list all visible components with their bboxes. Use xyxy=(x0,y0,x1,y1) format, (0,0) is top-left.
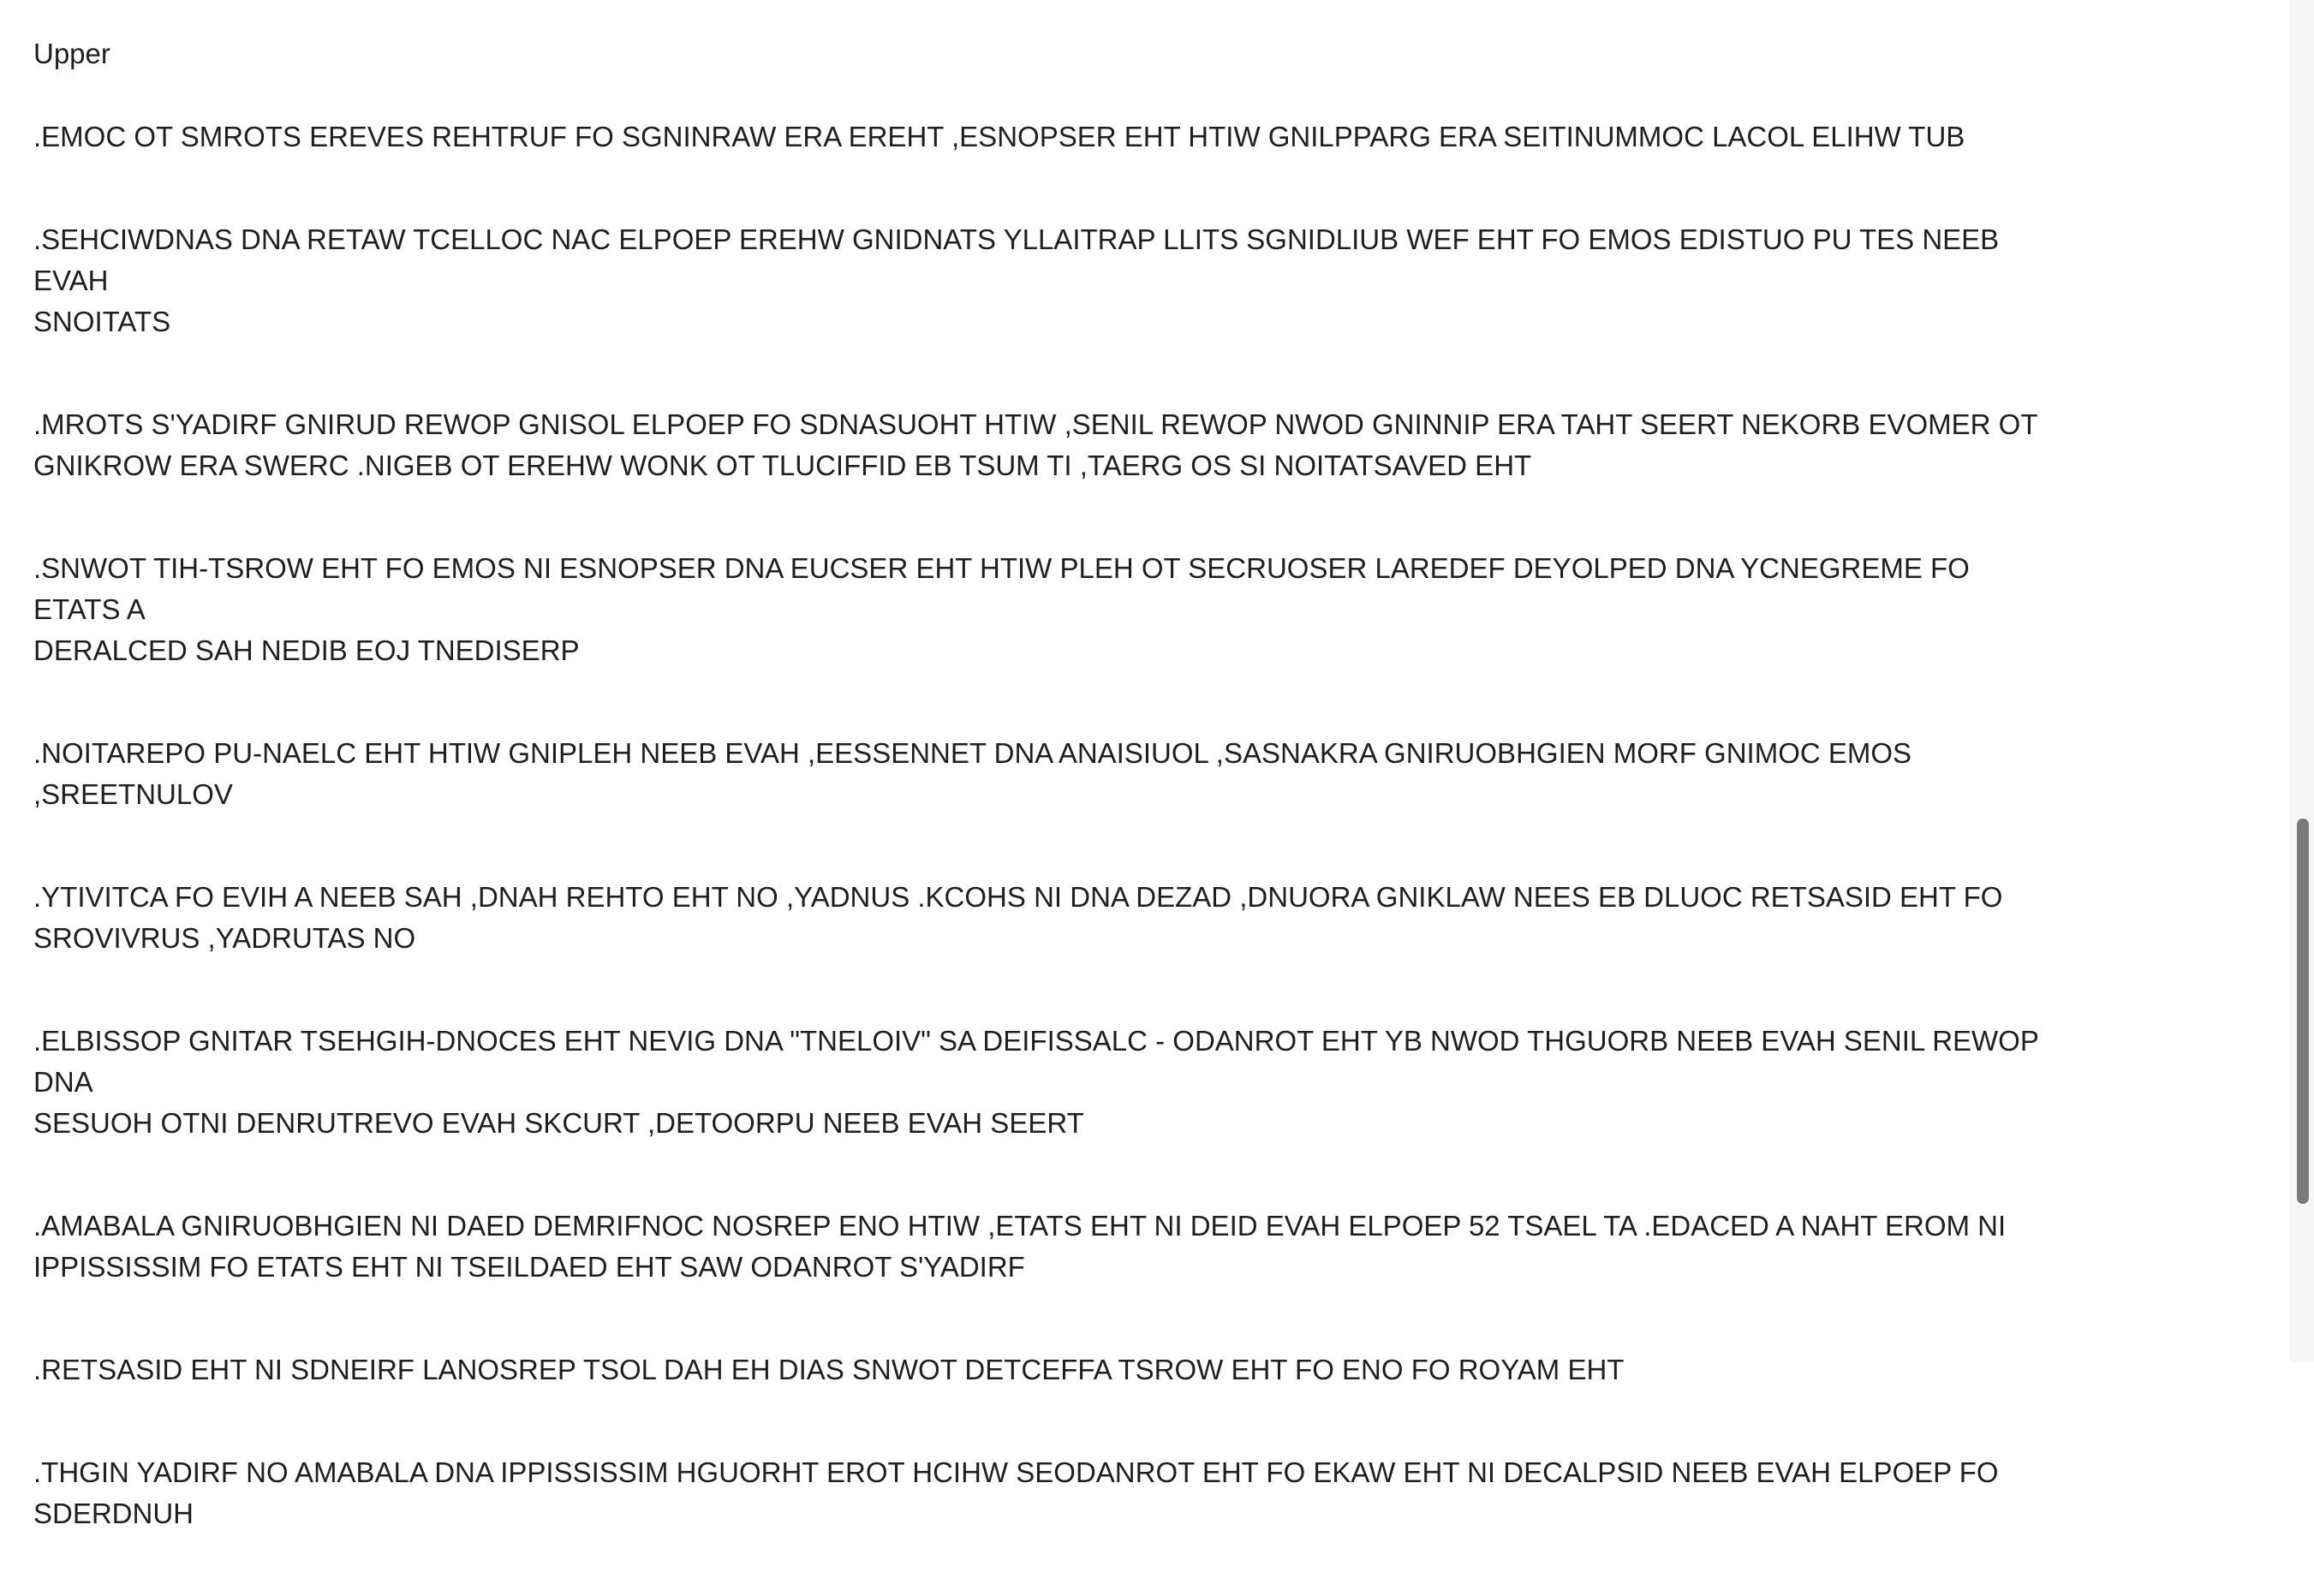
paragraph: .EMOC OT SMROTS EREVES REHTRUF FO SGNINRAW ERA EREHT ,ESNOPSER EHT HTIW GNILPPARG ERA SEITINUMMOC LACOL ELIHW TUB xyxy=(33,121,1965,152)
paragraph: .RETSASID EHT NI SDNEIRF LANOSREP TSOL DAH EH DIAS SNWOT DETCEFFA TSROW EHT FO ENO FO ROYAM EHT xyxy=(33,1354,1625,1385)
paragraph: .SNWOT TIH-TSROW EHT FO EMOS NI ESNOPSER DNA EUCSER EHT HTIW PLEH OT SECRUOSER LAREDEF DEYOLPED DNA YCNEGREME FO ETATS A DERALCED SAH NEDIB EOJ TNEDISERP xyxy=(33,552,1970,666)
scrollbar-thumb[interactable] xyxy=(2297,819,2309,1204)
paragraph: .YTIVITCA FO EVIH A NEEB SAH ,DNAH REHTO EHT NO ,YADNUS .KCOHS NI DNA DEZAD ,DNUORA GNIKLAW NEES EB DLUOC RETSASID EHT FO SROVIVRUS ,YADRUTAS NO xyxy=(33,881,2003,954)
paragraph: .NOITAREPO PU-NAELC EHT HTIW GNIPLEH NEEB EVAH ,EESSENNET DNA ANAISIUOL ,SASNAKRA GNIRUOBHGIEN MORF GNIMOC EMOS ,SREETNULOV xyxy=(33,737,1912,810)
page-heading: Upper xyxy=(33,38,110,69)
paragraph: .AMABALA GNIRUOBHGIEN NI DAED DEMRIFNOC NOSREP ENO HTIW ,ETATS EHT NI DEID EVAH ELPOEP 52 TSAEL TA .EDACED A NAHT EROM NI IPPISSISSIM FO ETATS EHT NI TSEILDAED EHT SAW ODANROT S'YADIRF xyxy=(33,1210,2007,1283)
paragraph: .MROTS S'YADIRF GNIRUD REWOP GNISOL ELPOEP FO SDNASUOHT HTIW ,SENIL REWOP NWOD GNINNIP ERA TAHT SEERT NEKORB EVOMER OT GNIKROW ERA SWERC .NIGEB OT EREHW WONK OT TLUCIFFID EB TSUM TI ,TAERG OS SI NOITATSAVED EHT xyxy=(33,408,2038,481)
article-body xyxy=(33,34,2063,1596)
vertical-scrollbar[interactable] xyxy=(2290,0,2314,1362)
paragraph: .ELBISSOP GNITAR TSEHGIH-DNOCES EHT NEVIG DNA "TNELOIV" SA DEIFISSALC - ODANROT EHT YB NWOD THGUORB NEEB EVAH SENIL REWOP DNA SESUOH OTNI DENRUTREVO EVAH SKCURT ,DETOORPU NEEB EVAH SEERT xyxy=(33,1025,2039,1139)
paragraph: .SEHCIWDNAS DNA RETAW TCELLOC NAC ELPOEP EREHW GNIDNATS YLLAITRAP LLITS SGNIDLIUB WEF EHT FO EMOS EDISTUO PU TES NEEB EVAH SNOITATS xyxy=(33,223,2000,337)
paragraph: .THGIN YADIRF NO AMABALA DNA IPPISSISSIM HGUORHT EROT HCIHW SEODANROT EHT FO EKAW EHT NI DECALPSID NEEB EVAH ELPOEP FO SDERDNUH xyxy=(33,1456,1999,1529)
